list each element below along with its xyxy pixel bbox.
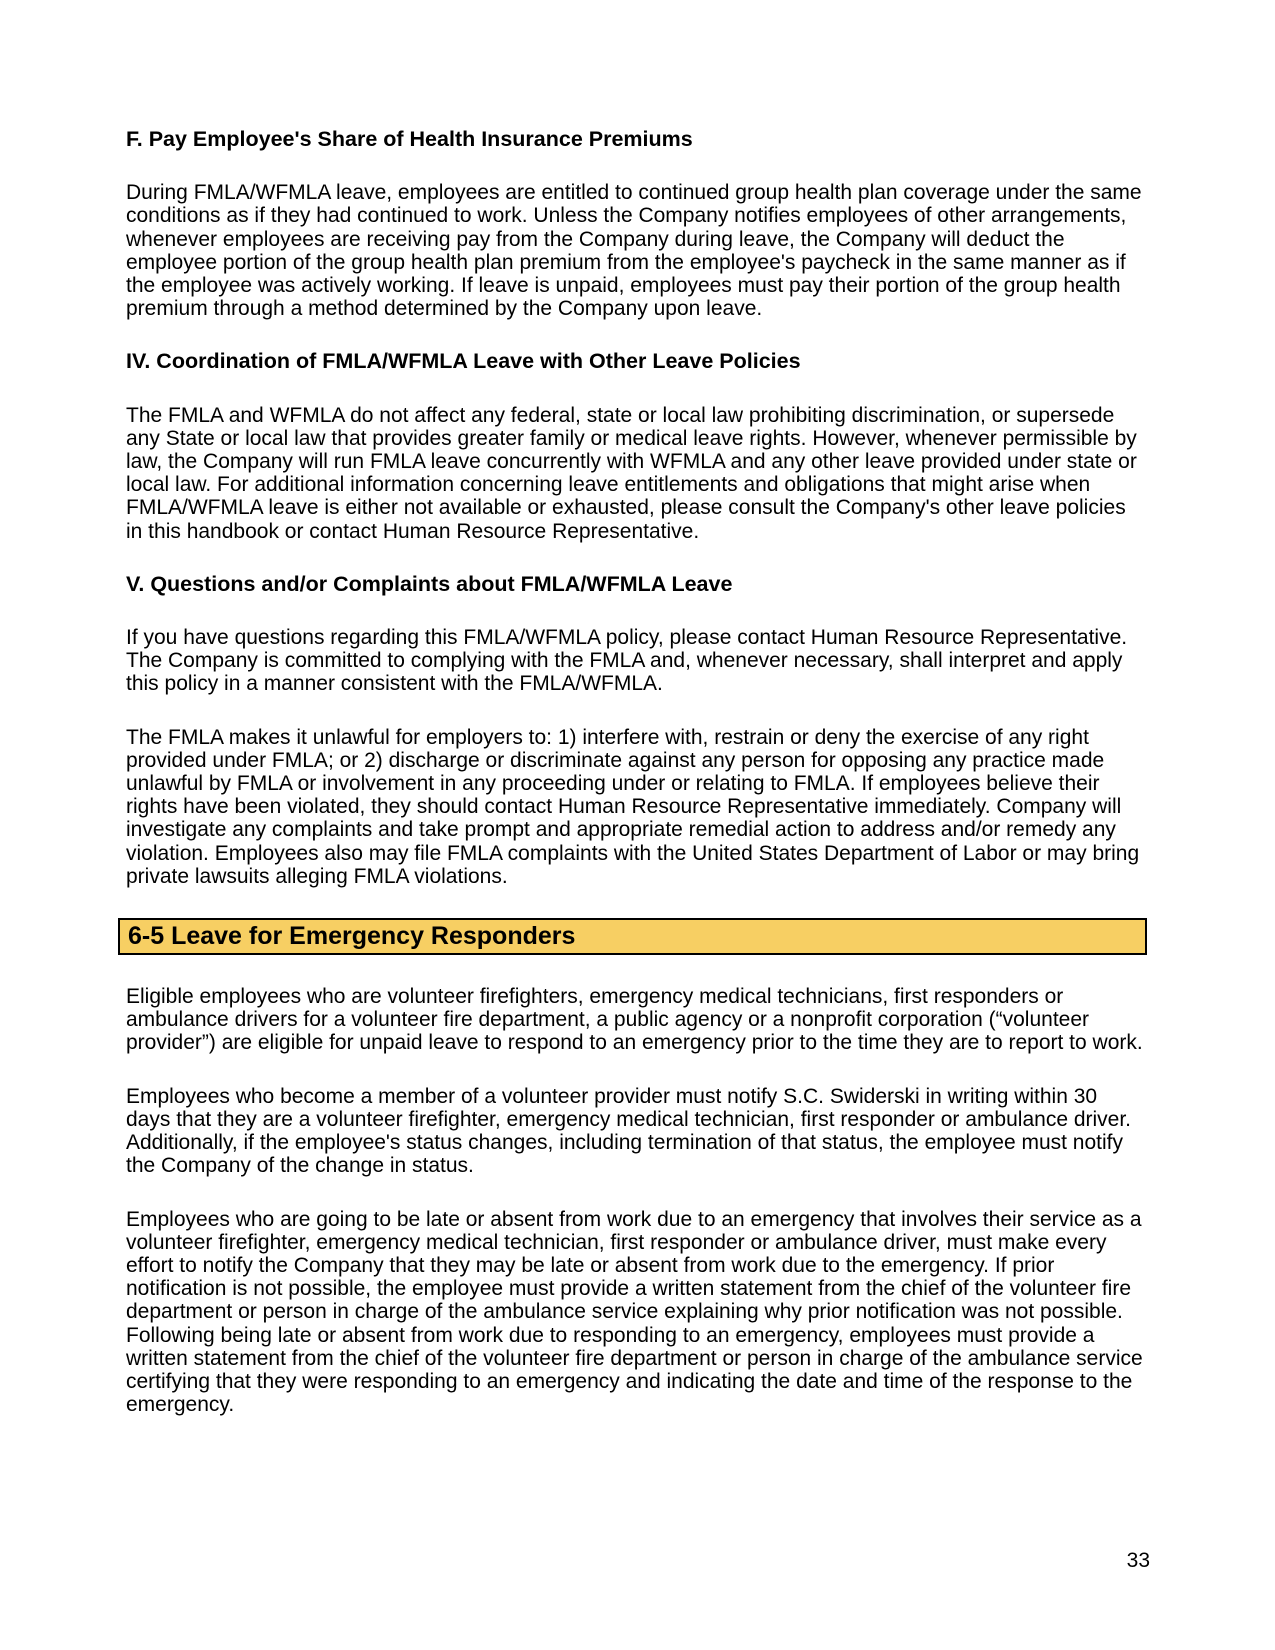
section-heading-pay-employees-share: F. Pay Employee's Share of Health Insurance Premiums bbox=[126, 127, 693, 151]
paragraph-late-or-absent-emergency: Employees who are going to be late or absent from work due to an emergency that involves their service as a volunteer firefighter, emergency medical technician, first responder or ambulance driver, must make every effort to notify the Company that they may be late or absent from work due to the emergency. If prior notification is not possible, the employee must provide a written statement from the chief of the volunteer fire department or person in charge of the ambulance service explaining why prior notification was not possible. Following being late or absent from work due to responding to an emergency, employees must provide a written statement from the chief of the volunteer fire department or person in charge of the ambulance service certifying that they were responding to an emergency and indicating the date and time of the response to the emergency. bbox=[126, 1207, 1143, 1417]
paragraph-fmla-unlawful-acts: The FMLA makes it unlawful for employers to: 1) interfere with, restrain or deny the exercise of any right provided under FMLA; or 2) discharge or discriminate against any person for opposing any practice made unlawful by FMLA or involvement in any proceeding under or relating to FMLA. If employees believe their rights have been violated, they should contact Human Resource Representative immediately. Company will investigate any complaints and take prompt and appropriate remedial action to address and/or remedy any violation. Employees also may file FMLA complaints with the United States Department of Labor or may bring private lawsuits alleging FMLA violations. bbox=[126, 725, 1140, 888]
paragraph-eligible-volunteer-providers: Eligible employees who are volunteer firefighters, emergency medical technicians, first responders or ambulance drivers for a volunteer fire department, a public agency or a nonprofit corporation (“volunteer provider”) are eligible for unpaid leave to respond to an emergency prior to the time they are to report to work. bbox=[126, 985, 1143, 1055]
paragraph-questions-contact-hr: If you have questions regarding this FMLA/WFMLA policy, please contact Human Resource Representative. The Company is committed to complying with the FMLA and, whenever necessary, shall interpret and apply this policy in a manner consistent with the FMLA/WFMLA. bbox=[126, 626, 1128, 696]
section-heading-coordination-of-leave: IV. Coordination of FMLA/WFMLA Leave with Other Leave Policies bbox=[126, 349, 801, 374]
paragraph-volunteer-notify-company: Employees who become a member of a volunteer provider must notify S.C. Swiderski in writing within 30 days that they are a volunteer firefighter, emergency medical technician, first responder or ambulance driver. Additionally, if the employee's status changes, including termination of that status, the employee must notify the Company of the change in status. bbox=[126, 1084, 1132, 1178]
section-heading-questions-complaints: V. Questions and/or Complaints about FMLA/WFMLA Leave bbox=[126, 571, 733, 596]
paragraph-health-premium-coverage: During FMLA/WFMLA leave, employees are entitled to continued group health plan coverage under the same conditions as if they had continued to work. Unless the Company notifies employees of other arrangements, whenever employees are receiving pay from the Company during leave, the Company will deduct the employee portion of the group health plan premium from the employee's paycheck in the same manner as if the employee was actively working. If leave is unpaid, employees must pay their portion of the group health premium through a method determined by the Company upon leave. bbox=[126, 181, 1142, 321]
page-number: 33 bbox=[1126, 1549, 1150, 1572]
paragraph-fmla-wfmla-coordination: The FMLA and WFMLA do not affect any federal, state or local law prohibiting discrimination, or supersede any State or local law that provides greater family or medical leave rights. However, whenever permissible by law, the Company will run FMLA leave concurrently with WFMLA and any other leave provided under state or local law. For additional information concerning leave entitlements and obligations that might arise when FMLA/WFMLA leave is either not available or exhausted, please consult the Company's other leave policies in this handbook or contact Human Resource Representative. bbox=[126, 403, 1137, 543]
section-banner-leave-for-emergency-responders: 6-5 Leave for Emergency Responders bbox=[118, 918, 1147, 955]
